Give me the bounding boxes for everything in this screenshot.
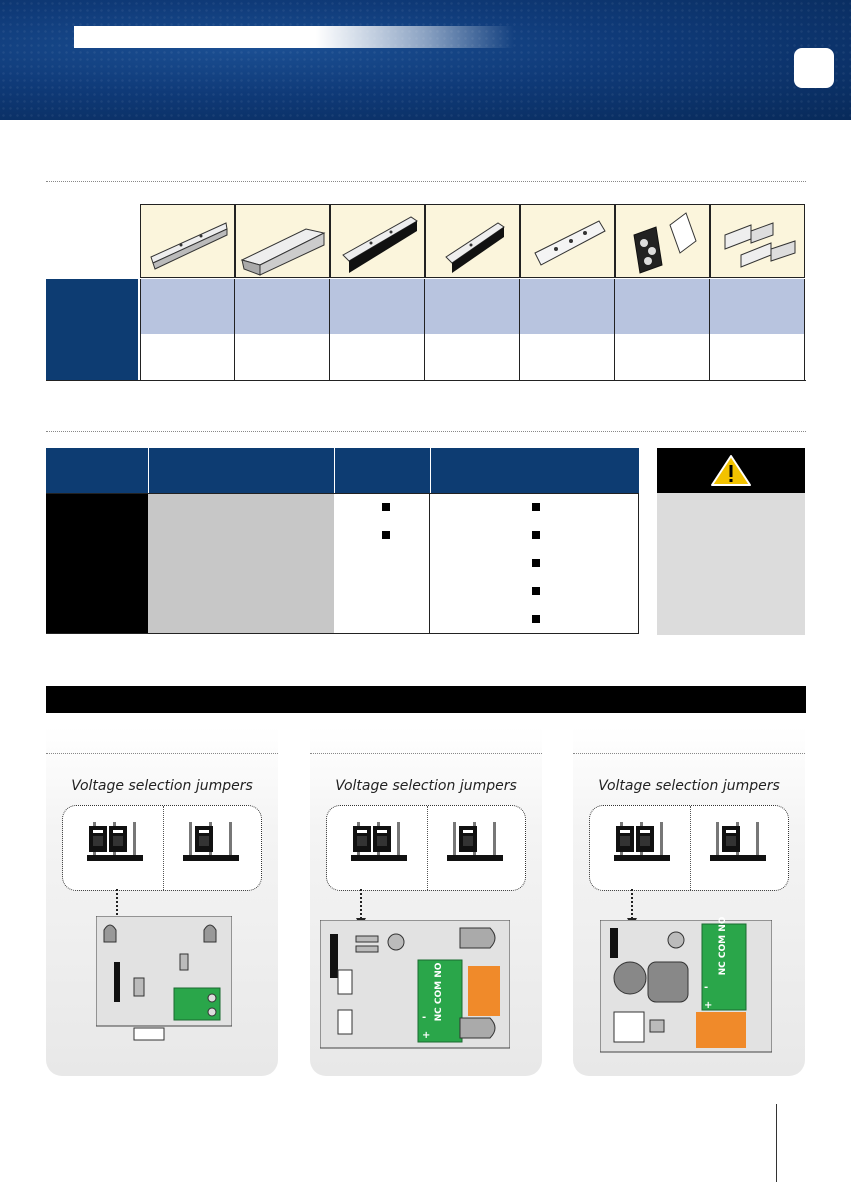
accessory-cell (425, 279, 520, 334)
compatibility-row (46, 521, 639, 550)
compatibility-row (46, 493, 639, 522)
check-mark (532, 559, 540, 567)
header-texture (0, 0, 851, 120)
accessory-image-2 (235, 204, 330, 278)
accessory-cell (710, 279, 805, 334)
row-model-cell (46, 577, 148, 605)
panel-title: Voltage selection jumpers (71, 778, 253, 794)
terminal-sign: + (422, 1030, 431, 1041)
warning-box-header (657, 448, 805, 493)
page-header-band (0, 0, 851, 120)
row-description-cell (148, 605, 334, 633)
accessory-image-3 (330, 204, 425, 278)
accessory-row-2 (46, 334, 806, 380)
l-bracket-icon (141, 205, 236, 279)
row-col3-cell (334, 549, 430, 577)
jumper-options-box (326, 805, 526, 891)
accessory-cell (710, 334, 805, 380)
row-description-cell (148, 521, 334, 549)
jumper-panel-3 (573, 726, 805, 1076)
lock-body-short-icon (426, 205, 521, 279)
lock-sensor-kit-icon (616, 205, 711, 279)
jumper-settings-icon (327, 806, 525, 890)
panel-rule (310, 753, 542, 754)
row-col3-cell (334, 577, 430, 605)
row-description-cell (148, 549, 334, 577)
accessory-table-bottom (46, 380, 806, 381)
row-description-cell (148, 577, 334, 605)
compatibility-row (46, 577, 639, 606)
accessory-cell (235, 279, 330, 334)
accessory-image-7 (710, 204, 805, 278)
zl-bracket-set-icon (711, 205, 806, 279)
accessory-cell (615, 279, 710, 334)
jumper-panel-1 (46, 726, 278, 1076)
row-model-cell (46, 521, 148, 549)
accessory-cell (140, 279, 235, 334)
lock-body-icon (331, 205, 426, 279)
accessory-image-6 (615, 204, 710, 278)
accessory-cell (615, 334, 710, 380)
jumper-settings-icon (590, 806, 788, 890)
check-mark (532, 587, 540, 595)
terminal-sign: - (704, 982, 709, 993)
compatibility-row (46, 605, 639, 634)
jumper-options-box (589, 805, 789, 891)
row-description-cell (148, 493, 334, 521)
z-bracket-icon (236, 205, 331, 279)
accessory-image-4 (425, 204, 520, 278)
row-model-cell (46, 605, 148, 633)
panel-title: Voltage selection jumpers (335, 778, 517, 794)
circuit-board-icon (96, 916, 232, 1046)
mounting-plate-icon (521, 205, 616, 279)
section-rule-accessories (46, 181, 806, 182)
panel-rule (573, 753, 805, 754)
compatibility-table-top (46, 493, 639, 494)
warning-triangle-icon (657, 448, 805, 493)
terminal-sign: + (704, 1000, 713, 1011)
accessory-cell (330, 334, 425, 380)
warning-box-body (657, 493, 805, 635)
section-rule-compatibility (46, 431, 806, 432)
accessory-row-1 (46, 279, 806, 334)
page-number-badge (794, 48, 834, 88)
accessory-cell (425, 334, 520, 380)
jumper-options-box (62, 805, 262, 891)
section-bar-jumpers (46, 686, 806, 713)
accessory-image-1 (140, 204, 235, 278)
jumper-leader-arrow (631, 889, 633, 919)
accessory-cell (330, 279, 425, 334)
jumper-settings-icon (63, 806, 261, 890)
jumper-leader-arrow (360, 889, 362, 919)
circuit-board-icon (600, 920, 772, 1054)
circuit-board-icon (320, 920, 510, 1050)
compatibility-row (46, 549, 639, 578)
accessory-cell (520, 279, 615, 334)
jumper-panel-2 (310, 726, 542, 1076)
accessory-image-5 (520, 204, 615, 278)
compatibility-table-header (46, 448, 639, 493)
check-mark (532, 531, 540, 539)
check-mark (382, 531, 390, 539)
terminal-label: NC COM NO (718, 916, 728, 976)
row-model-cell (46, 549, 148, 577)
terminal-sign: - (422, 1012, 427, 1023)
accessory-cell (140, 334, 235, 380)
row-col3-cell (334, 605, 430, 633)
panel-title: Voltage selection jumpers (598, 778, 780, 794)
row-model-cell (46, 493, 148, 521)
accessory-cell (520, 334, 615, 380)
header-title-bar (74, 26, 514, 48)
accessory-cell (235, 334, 330, 380)
terminal-label: NC COM NO (434, 962, 444, 1022)
check-mark (532, 503, 540, 511)
footer-divider (776, 1104, 777, 1182)
panel-rule (46, 753, 278, 754)
check-mark (382, 503, 390, 511)
check-mark (532, 615, 540, 623)
